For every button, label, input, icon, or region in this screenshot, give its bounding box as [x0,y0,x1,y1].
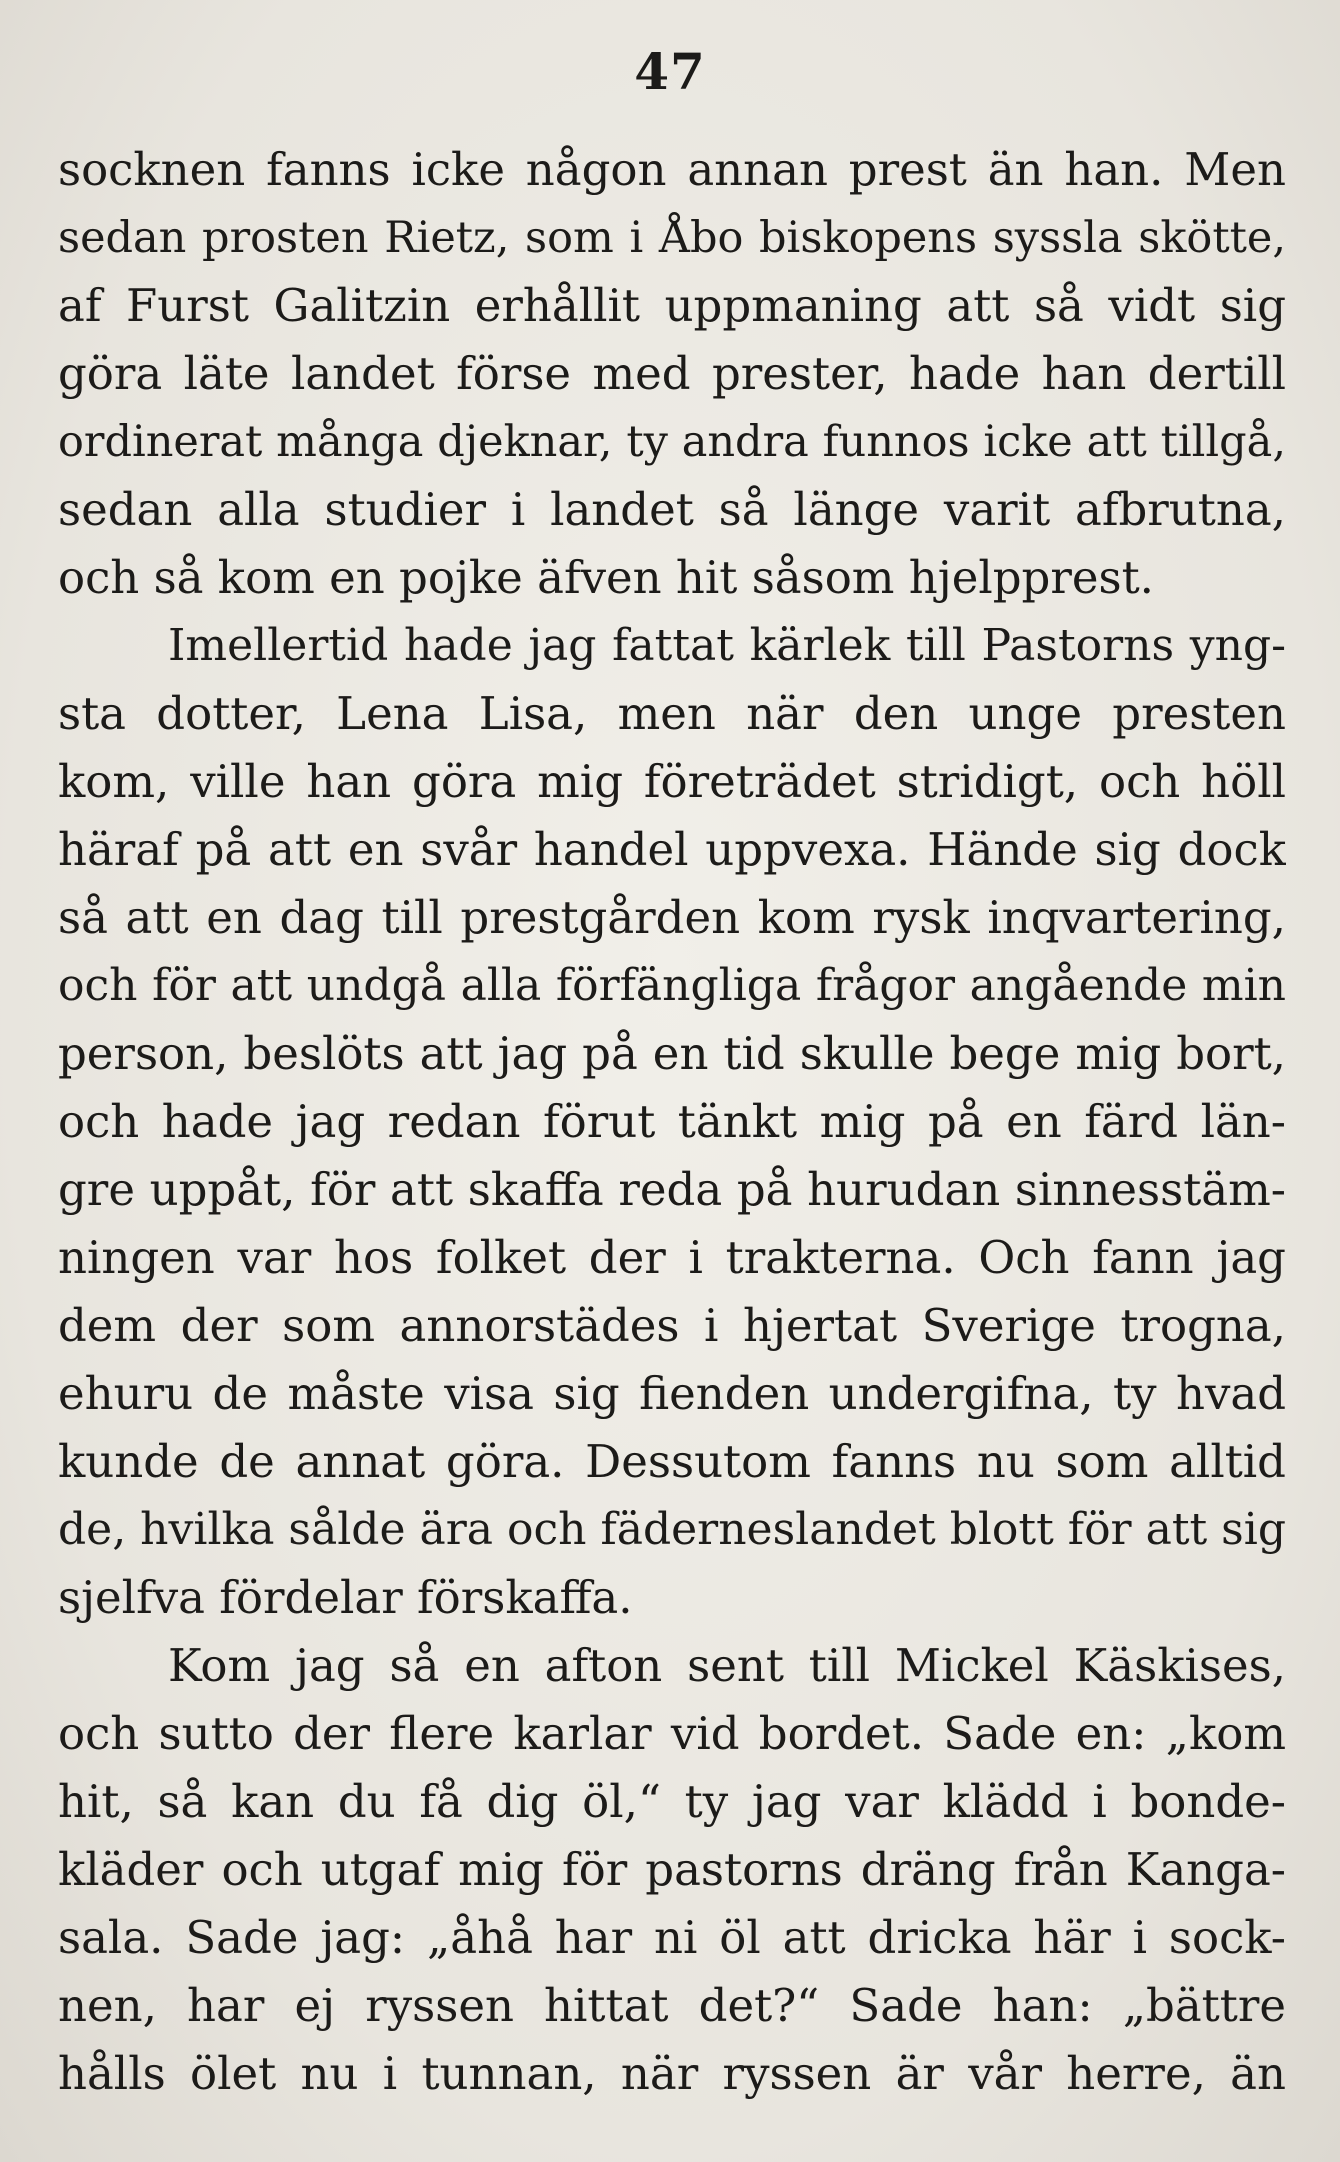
text-line: af Furst Galitzin erhållit uppmaning att så vidt sig [58,279,1286,332]
text-line: häraf på att en svår handel uppvexa. Hände sig dock [58,823,1286,876]
text-line: person, beslöts att jag på en tid skulle bege mig bort, [58,1027,1286,1080]
text-line: kom, ville han göra mig företrädet stridigt, och höll [58,755,1286,808]
text-line: sta dotter, Lena Lisa, men när den unge presten [58,687,1286,740]
text-line: sjelfva fördelar förskaffa. [58,1571,633,1624]
text-line: ordinerat många djeknar, ty andra funnos icke att tillgå, [58,417,1286,467]
text-line: sedan alla studier i landet så länge varit afbrutna, [58,483,1286,536]
text-line: dem der som annorstädes i hjertat Sverige trogna, [58,1299,1286,1352]
text-line: och hade jag redan förut tänkt mig på en färd län- [58,1095,1286,1148]
text-line: ningen var hos folket der i trakterna. Och fann jag [58,1231,1286,1284]
text-line: kläder och utgaf mig för pastorns dräng från Kanga- [58,1843,1286,1896]
text-line: så att en dag till prestgården kom rysk inqvartering, [58,891,1286,944]
text-line: sedan prosten Rietz, som i Åbo biskopens syssla skötte, [58,213,1286,263]
text-line: gre uppåt, för att skaffa reda på hurudan sinnesstäm- [58,1163,1286,1216]
text-line: göra läte landet förse med prester, hade han dertill [58,347,1286,400]
text-line: Kom jag så en afton sent till Mickel Käskises, [168,1639,1286,1692]
text-line: och för att undgå alla förfängliga frågor angående min [58,960,1286,1011]
page-number: 47 [634,42,706,101]
text-line: och sutto der flere karlar vid bordet. Sade en: „kom [58,1707,1286,1760]
text-line: socknen fanns icke någon annan prest än han. Men [58,143,1286,196]
text-line: nen, har ej ryssen hittat det?“ Sade han: „bättre [58,1979,1286,2032]
text-line: och så kom en pojke äfven hit såsom hjelpprest. [58,551,1154,604]
text-line: Imellertid hade jag fattat kärlek till Pastorns yng- [168,620,1286,671]
text-line: sala. Sade jag: „åhå har ni öl att dricka här i sock- [58,1911,1286,1964]
body-text [58,136,1286,2108]
text-line: hålls ölet nu i tunnan, när ryssen är vår herre, än [58,2047,1286,2100]
text-line: hit, så kan du få dig öl,“ ty jag var klädd i bonde- [58,1775,1286,1828]
text-line: ehuru de måste visa sig fienden undergifna, ty hvad [58,1367,1286,1420]
text-line: kunde de annat göra. Dessutom fanns nu som alltid [58,1435,1286,1488]
text-line: de, hvilka sålde ära och fäderneslandet blott för att sig [58,1504,1286,1555]
